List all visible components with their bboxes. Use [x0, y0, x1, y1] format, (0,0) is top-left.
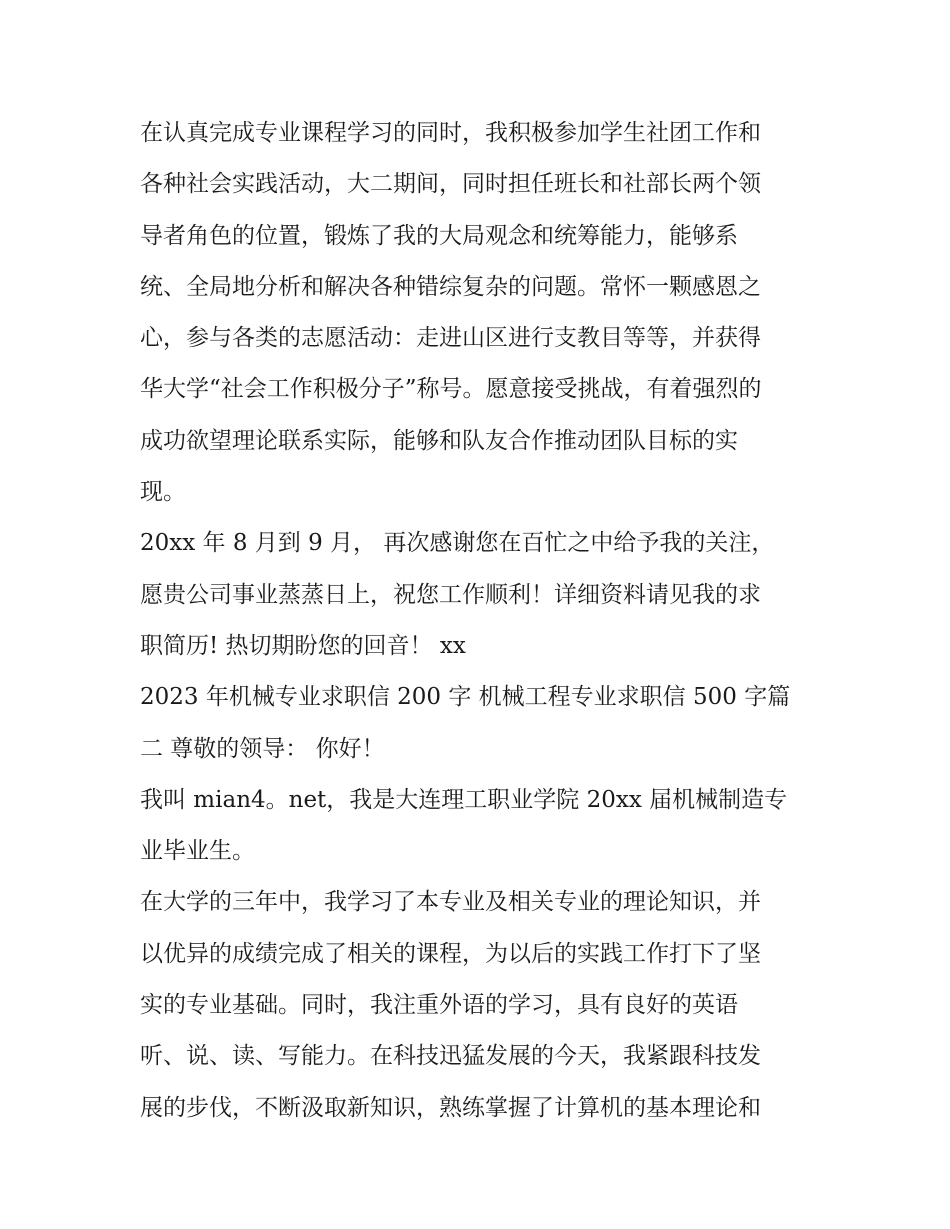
text-line: 心，参与各类的志愿活动：走进山区进行支教目等等，并获得	[140, 325, 761, 352]
text-line: 我叫 mian4。net，我是大连理工职业学院 20xx 届机械制造专	[140, 786, 788, 813]
text-line: 导者角色的位置，锻炼了我的大局观念和统筹能力，能够系	[140, 222, 738, 249]
text-line: 二 尊敬的领导： 你好！	[140, 735, 385, 762]
text-line: 华大学“社会工作积极分子”称号。愿意接受挑战，有着强烈的	[140, 376, 762, 403]
text-line: 实的专业基础。同时，我注重外语的学习，具有良好的英语	[140, 992, 738, 1019]
text-line: 在认真完成专业课程学习的同时，我积极参加学生社团工作和	[140, 120, 761, 146]
text-line: 各种社会实践活动，大二期间，同时担任班长和社部长两个领	[140, 171, 761, 198]
text-line: 在大学的三年中，我学习了本专业及相关专业的理论知识，并	[140, 889, 761, 916]
text-line: 愿贵公司事业蒸蒸日上，祝您工作顺利！详细资料请见我的求	[140, 581, 761, 608]
text-line: 成功欲望理论联系实际，能够和队友合作推动团队目标的实	[140, 427, 738, 454]
text-line: 2023 年机械专业求职信 200 字 机械工程专业求职信 500 字篇	[140, 684, 791, 711]
text-line: 业毕业生。	[140, 838, 255, 865]
text-line: 职简历! 热切期盼您的回音！ xx	[140, 632, 466, 659]
text-line: 20xx 年 8 月到 9 月， 再次感谢您在百忙之中给予我的关注，	[140, 530, 775, 557]
text-line: 展的步伐，不断汲取新知识，熟练掌握了计算机的基本理论和	[140, 1094, 761, 1121]
text-line: 现。	[140, 479, 186, 506]
text-line: 听、说、读、写能力。在科技迅猛发展的今天，我紧跟科技发	[140, 1043, 761, 1070]
document-body	[140, 108, 820, 1134]
text-line: 统、全局地分析和解决各种错综复杂的问题。常怀一颗感恩之	[140, 273, 761, 300]
text-line: 以优异的成绩完成了相关的课程，为以后的实践工作打下了坚	[140, 940, 761, 967]
